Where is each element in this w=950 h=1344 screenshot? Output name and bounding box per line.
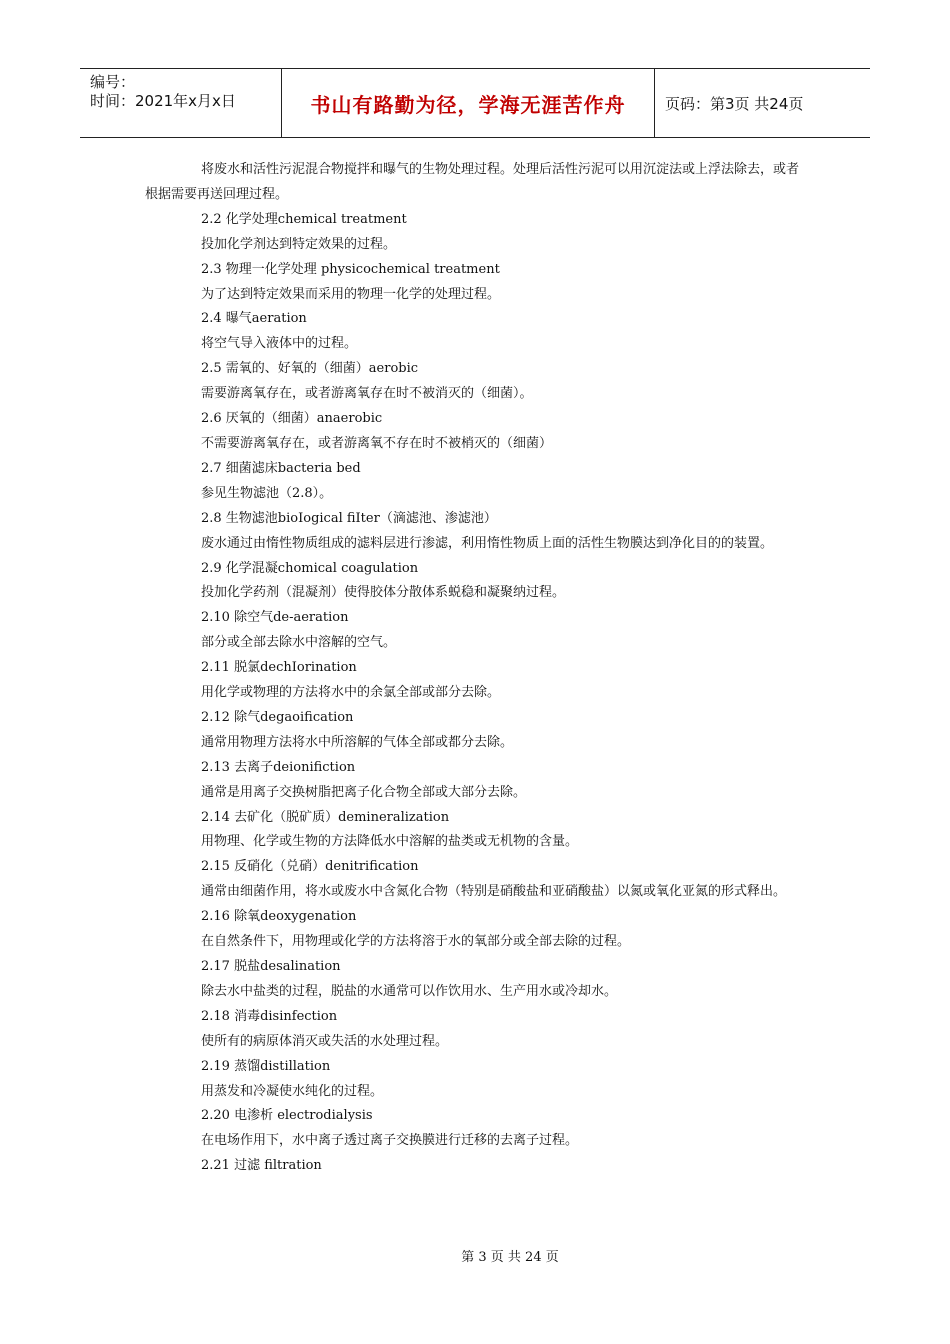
term-heading: 2.7 细菌滤床bacteria bed [201, 460, 361, 476]
header-meta [80, 69, 282, 137]
term-definition: 参见生物滤池（2.8）。 [201, 485, 333, 501]
term-heading: 2.17 脱盐desalination [201, 959, 341, 974]
term-heading: 2.18 消毒disinfection [201, 1008, 338, 1024]
term-heading: 2.3 物理一化学处理 physicochemical treatment [201, 261, 500, 277]
term-heading: 2.6 厌氧的（细菌）anaerobic [201, 411, 383, 427]
term-definition: 不需要游离氧存在，或者游离氧不存在时不被梢灭的（细菌） [201, 435, 553, 451]
term-heading: 2.14 去矿化（脱矿质）demineralization [201, 809, 450, 825]
term-definition: 通常用物理方法将水中所溶解的气体全部或都分去除。 [201, 734, 514, 750]
term-heading: 2.9 化学混凝chomical coagulation [201, 560, 419, 576]
term-heading: 2.21 过滤 filtration [201, 1158, 322, 1174]
term-definition: 部分或全部去除水中溶解的空气。 [201, 635, 397, 651]
term-definition: 在自然条件下，用物理或化学的方法将溶于水的氧部分或全部去除的过程。 [201, 934, 631, 950]
term-heading: 2.19 蒸馏distillation [201, 1058, 331, 1074]
term-definition: 将空气导入液体中的过程。 [201, 336, 358, 352]
term-definition: 使所有的病原体消灭或失活的水处理过程。 [201, 1033, 449, 1049]
document-body [145, 158, 810, 1179]
page-footer: 第 3 页 共 24 页 [461, 1250, 559, 1265]
term-definition: 为了达到特定效果而采用的物理一化学的处理过程。 [201, 286, 501, 302]
term-definition: 用化学或物理的方法将水中的余氯全部或部分去除。 [201, 685, 501, 701]
term-definition: 在电场作用下，水中离子透过离子交换膜进行迁移的去离子过程。 [201, 1133, 579, 1149]
term-heading: 2.20 电渗析 electrodialysis [201, 1108, 373, 1124]
term-heading: 2.16 除氧deoxygenation [201, 909, 357, 925]
time-label: 时间：2021年x月x日 [90, 92, 236, 110]
page-header [80, 68, 870, 138]
header-page-number: 页码：第3页 共24页 [665, 94, 804, 113]
term-definition: 通常由细菌作用，将水或废水中含氮化合物（特别是硝酸盐和亚硝酸盐）以氮或氧化亚氮的形式释出。 [201, 884, 787, 900]
term-definition: 通常是用离子交换树脂把离子化合物全部或大部分去除。 [201, 784, 527, 800]
term-definition: 用蒸发和冷凝使水纯化的过程。 [201, 1083, 384, 1099]
term-definition: 除去水中盐类的过程，脱盐的水通常可以作饮用水、生产用水或冷却水。 [201, 983, 618, 999]
term-heading: 2.8 生物滤池bioIogical fiIter（滴滤池、渗滤池） [201, 510, 497, 526]
term-heading: 2.4 曝气aeration [201, 311, 307, 327]
term-heading: 2.2 化学处理chemical treatment [201, 211, 407, 227]
term-heading: 2.5 需氧的、好氧的（细菌）aerobic [201, 361, 419, 377]
term-entries [145, 208, 810, 1179]
header-motto: 书山有路勤为径，学海无涯苦作舟 [282, 69, 655, 137]
term-definition: 用物理、化学或生物的方法降低水中溶解的盐类或无机物的含量。 [201, 834, 579, 850]
term-definition: 废水通过由惰性物质组成的滤料层进行渗滤，利用惰性物质上面的活性生物膜达到净化目的的装置。 [201, 535, 774, 551]
term-heading: 2.11 脱氯dechIorination [201, 660, 357, 676]
code-label: 编号： [90, 73, 136, 91]
term-definition: 投加化学剂达到特定效果的过程。 [201, 236, 397, 252]
intro-paragraph: 将废水和活性污泥混合物搅拌和曝气的生物处理过程。处理后活性污泥可以用沉淀法或上浮法除去，或者根据需要再送回理过程。 [145, 162, 800, 202]
term-heading: 2.13 去离子deionifiction [201, 759, 356, 775]
term-heading: 2.15 反硝化（兑硝）denitrification [201, 859, 419, 875]
term-definition: 需要游离氧存在，或者游离氧存在时不被消灭的（细菌）。 [201, 386, 533, 402]
term-heading: 2.12 除气degaoification [201, 709, 354, 725]
term-heading: 2.10 除空气de-aeration [201, 610, 349, 626]
term-definition: 投加化学药剂（混凝剂）使得胶体分散体系蜕稳和凝聚纳过程。 [201, 585, 566, 601]
